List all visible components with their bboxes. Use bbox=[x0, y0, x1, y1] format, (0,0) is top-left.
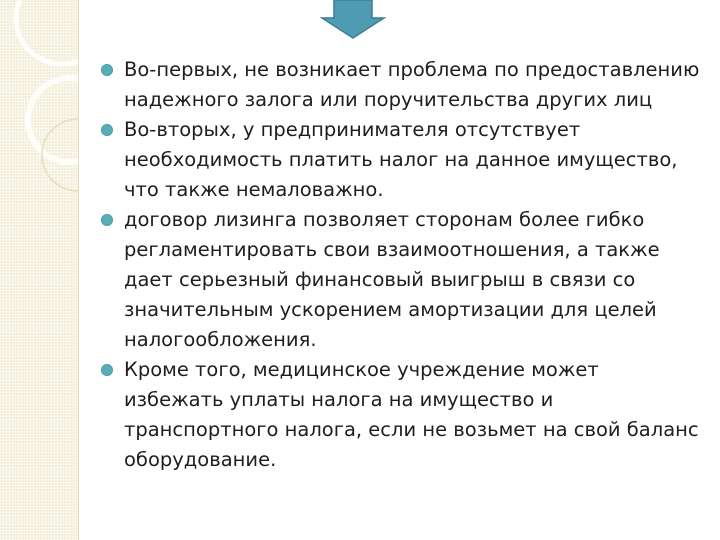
down-arrow-icon bbox=[318, 0, 388, 40]
bullet-item bbox=[100, 205, 700, 355]
bullet-dot-icon bbox=[101, 214, 113, 226]
bullet-item bbox=[100, 115, 700, 205]
bullet-dot-icon bbox=[101, 124, 113, 136]
bullet-dot-icon bbox=[101, 64, 113, 76]
bullet-text: Во-вторых, у предпринимателя отсутствует необходимость платить налог на данное имущество, что также немаловажно. bbox=[124, 118, 678, 201]
decorative-rings bbox=[0, 0, 78, 540]
band-edge-divider bbox=[78, 0, 79, 540]
bullet-dot-icon bbox=[101, 364, 113, 376]
bullet-text: договор лизинга позволяет сторонам более гибко регламентировать свои взаимоотношения, а также дает серьезный финансовый выигрыш в связи со значительным ускорением амортизации для целей налогообложения. bbox=[124, 208, 660, 351]
bullet-item bbox=[100, 55, 700, 115]
bullet-text: Кроме того, медицинское учреждение может избежать уплаты налога на имущество и транспортного налога, если не возьмет на свой баланс оборудование. bbox=[124, 358, 699, 471]
bullet-list bbox=[100, 55, 700, 475]
decorative-side-band bbox=[0, 0, 78, 540]
bullet-item bbox=[100, 355, 700, 475]
bullet-text: Во-первых, не возникает проблема по предоставлению надежного залога или поручительства других лиц bbox=[124, 58, 700, 111]
slide-content bbox=[100, 55, 700, 475]
